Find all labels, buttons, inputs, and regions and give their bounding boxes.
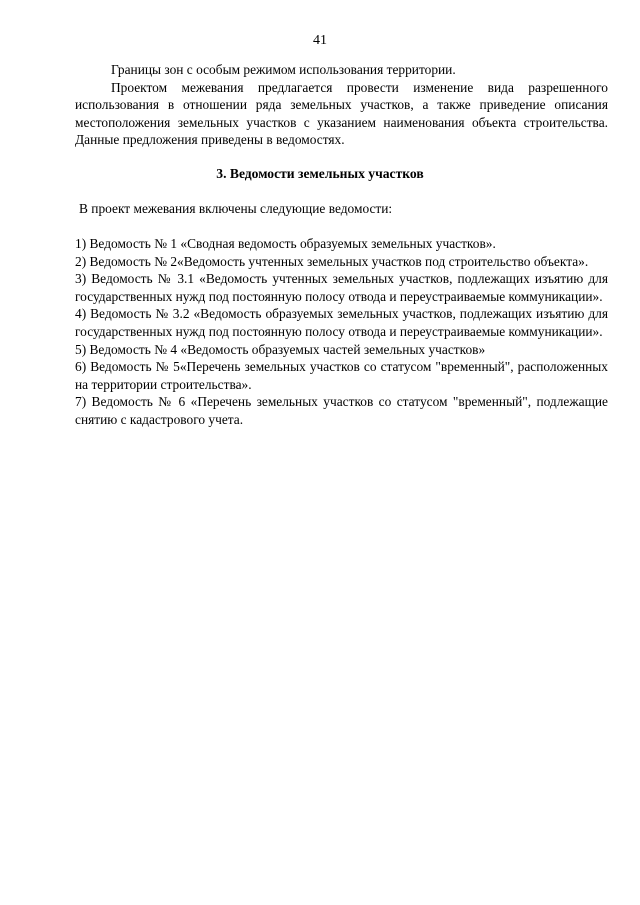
page-number: 41 bbox=[313, 33, 327, 48]
list-item: 6) Ведомость № 5«Перечень земельных участков со статусом "временный", расположенных на территории строительства». bbox=[75, 359, 608, 392]
list-item: 2) Ведомость № 2«Ведомость учтенных земельных участков под строительство объекта». bbox=[75, 253, 589, 269]
lead-text: В проект межевания включены следующие ведомости: bbox=[79, 201, 393, 216]
list-item: 4) Ведомость № 3.2 «Ведомость образуемых земельных участков, подлежащих изъятию для государственных нужд под постоянную полосу отвода и переустраиваемые коммуникации». bbox=[75, 306, 608, 339]
statements-list bbox=[75, 235, 608, 429]
intro-paragraph-2: Проектом межевания предлагается провести изменение вида разрешенного использования в отношении ряда земельных участков, а также приведение описания местоположения земельных участков с указанием наименования объекта строительства. Данные предложения приведены в ведомостях. bbox=[75, 79, 608, 148]
list-item: 5) Ведомость № 4 «Ведомость образуемых частей земельных участков» bbox=[75, 341, 486, 357]
intro-paragraph-1: Границы зон с особым режимом использования территории. bbox=[111, 62, 456, 77]
intro-section bbox=[75, 61, 608, 149]
list-item: 3) Ведомость № 3.1 «Ведомость учтенных земельных участков, подлежащих изъятию для государственных нужд под постоянную полосу отвода и переустраиваемые коммуникации». bbox=[75, 271, 608, 304]
list-item: 1) Ведомость № 1 «Сводная ведомость образуемых земельных участков». bbox=[75, 236, 496, 251]
list-item: 7) Ведомость № 6 «Перечень земельных участков со статусом "временный", подлежащие снятию с кадастрового учета. bbox=[75, 394, 608, 427]
section-heading: 3. Ведомости земельных участков bbox=[216, 166, 424, 181]
